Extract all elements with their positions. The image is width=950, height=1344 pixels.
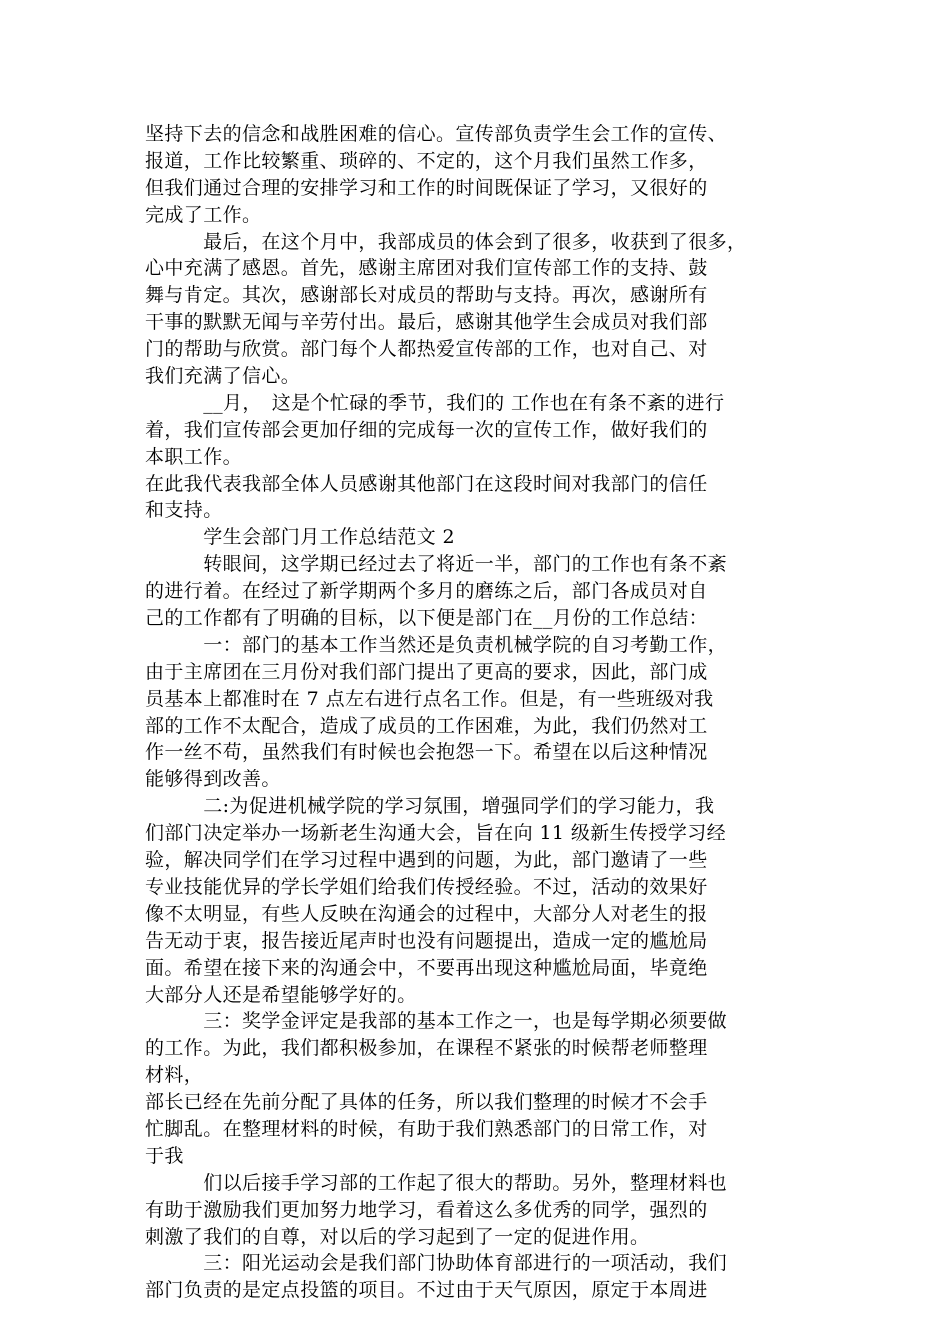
text-line: 和支持。 (145, 499, 223, 522)
text-line: 忙脚乱。在整理材料的时候，有助于我们熟悉部门的日常工作，对 (145, 1117, 708, 1140)
text-line: 己的工作都有了明确的目标，以下便是部门在__月份的工作总结： (145, 607, 709, 630)
text-line: 们以后接手学习部的工作起了很大的帮助。另外，整理材料也 (145, 1171, 728, 1194)
text-line: 于我 (145, 1144, 184, 1167)
text-line: 验，解决同学们在学习过程中遇到的问题，为此，部门邀请了一些 (145, 849, 708, 872)
text-line: 干事的默默无闻与辛劳付出。最后，感谢其他学生会成员对我们部 (145, 311, 708, 334)
text-line: __月， 这是个忙碌的季节，我们的 工作也在有条不紊的进行 (145, 391, 725, 414)
text-line: 三：奖学金评定是我部的基本工作之一，也是每学期必须要做 (145, 1010, 728, 1033)
text-line: 最后，在这个月中，我部成员的体会到了很多，收获到了很多， (145, 230, 747, 253)
text-line: 们部门决定举办一场新老生沟通大会，旨在向 11 级新生传授学习经 (145, 822, 727, 845)
text-line: 三：阳光运动会是我们部门协助体育部进行的一项活动，我们 (145, 1252, 728, 1275)
text-line: 的工作。为此，我们都积极参加，在课程不紧张的时候帮老师整理 (145, 1037, 708, 1060)
text-line: 着，我们宣传部会更加仔细的完成每一次的宣传工作，做好我们的 (145, 418, 708, 441)
text-line: 门的帮助与欣赏。部门每个人都热爱宣传部的工作，也对自己、对 (145, 338, 708, 361)
text-line: 刺激了我们的自尊，对以后的学习起到了一定的促进作用。 (145, 1225, 650, 1248)
section-heading: 学生会部门月工作总结范文 2 (145, 526, 455, 549)
text-line: 部门负责的是定点投篮的项目。不过由于天气原因，原定于本周进 (145, 1279, 708, 1302)
text-line: 部的工作不太配合，造成了成员的工作困难，为此，我们仍然对工 (145, 714, 708, 737)
text-line: 专业技能优异的学长学姐们给我们传授经验。不过，活动的效果好 (145, 875, 708, 898)
text-line: 我们充满了信心。 (145, 365, 301, 388)
text-line: 能够得到改善。 (145, 768, 281, 791)
text-line: 坚持下去的信念和战胜困难的信心。宣传部负责学生会工作的宣传、 (145, 123, 728, 145)
text-line: 在此我代表我部全体人员感谢其他部门在这段时间对我部门的信任 (145, 472, 708, 495)
text-line: 材料， (145, 1064, 204, 1087)
text-line: 转眼间，这学期已经过去了将近一半，部门的工作也有条不紊 (145, 553, 728, 576)
text-line: 完成了工作。 (145, 203, 262, 226)
text-line: 由于主席团在三月份对我们部门提出了更高的要求，因此，部门成 (145, 660, 708, 683)
text-line: 二:为促进机械学院的学习氛围，增强同学们的学习能力，我 (145, 795, 715, 818)
text-line: 一：部门的基本工作当然还是负责机械学院的自习考勤工作， (145, 633, 728, 656)
text-line: 告无动于衷，报告接近尾声时也没有问题提出，造成一定的尴尬局 (145, 929, 708, 952)
text-line: 心中充满了感恩。首先，感谢主席团对我们宣传部工作的支持、鼓 (145, 257, 708, 280)
text-line: 像不太明显，有些人反映在沟通会的过程中，大部分人对老生的报 (145, 902, 708, 925)
text-line: 大部分人还是希望能够学好的。 (145, 983, 417, 1006)
text-line: 舞与肯定。其次，感谢部长对成员的帮助与支持。再次，感谢所有 (145, 284, 708, 307)
text-line: 部长已经在先前分配了具体的任务，所以我们整理的时候才不会手 (145, 1091, 708, 1114)
text-line: 的进行着。在经过了新学期两个多月的磨练之后，部门各成员对自 (145, 580, 708, 603)
document-body (145, 121, 810, 1304)
text-line: 面。希望在接下来的沟通会中，不要再出现这种尴尬局面，毕竟绝 (145, 956, 708, 979)
text-line: 本职工作。 (145, 445, 243, 468)
text-line: 作一丝不苟，虽然我们有时候也会抱怨一下。希望在以后这种情况 (145, 741, 708, 764)
text-line: 报道，工作比较繁重、琐碎的、不定的，这个月我们虽然工作多， (145, 149, 708, 172)
text-line: 但我们通过合理的安排学习和工作的时间既保证了学习，又很好的 (145, 176, 708, 199)
text-line: 有助于激励我们更加努力地学习，看着这么多优秀的同学，强烈的 (145, 1198, 708, 1221)
text-line: 员基本上都准时在 7 点左右进行点名工作。但是，有一些班级对我 (145, 687, 714, 710)
